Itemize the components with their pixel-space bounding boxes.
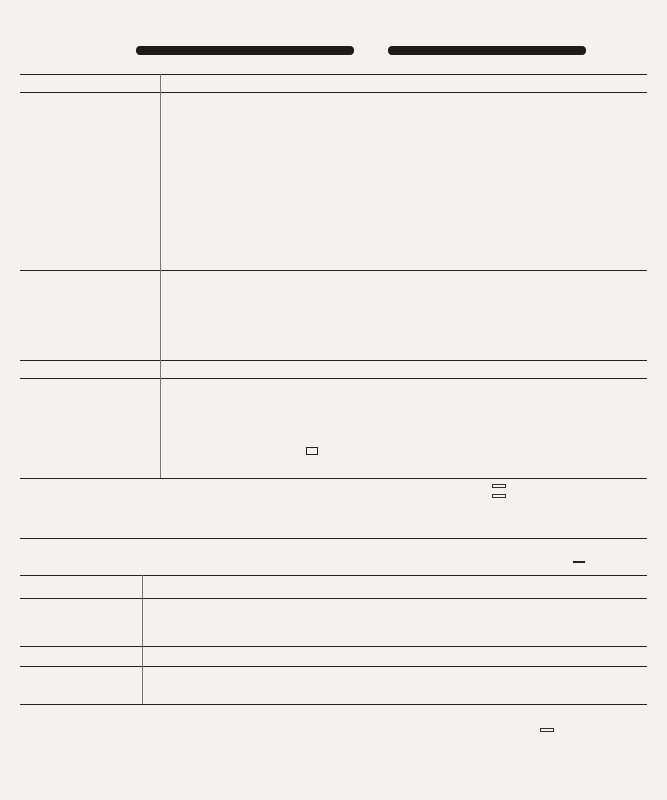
- rule: [20, 270, 647, 271]
- band-finnentrop-eslohe: [388, 46, 586, 55]
- rule: [20, 598, 647, 599]
- rule: [20, 74, 647, 75]
- rule: [20, 666, 647, 667]
- rule: [20, 646, 647, 647]
- legend-box-2: [492, 494, 506, 498]
- divider: [160, 74, 161, 478]
- rule: [20, 478, 647, 479]
- band-dieringhausen-olpe: [136, 46, 354, 55]
- legend-box-239k: [540, 728, 554, 732]
- divider: [142, 575, 143, 704]
- rule: [20, 378, 647, 379]
- legend-box-1: [492, 484, 506, 488]
- info-box-munich: [306, 447, 318, 455]
- rule: [20, 538, 647, 539]
- rule: [20, 704, 647, 705]
- rule: [20, 575, 647, 576]
- rule: [20, 92, 647, 93]
- werktags-badge: [573, 561, 585, 563]
- rule: [20, 360, 647, 361]
